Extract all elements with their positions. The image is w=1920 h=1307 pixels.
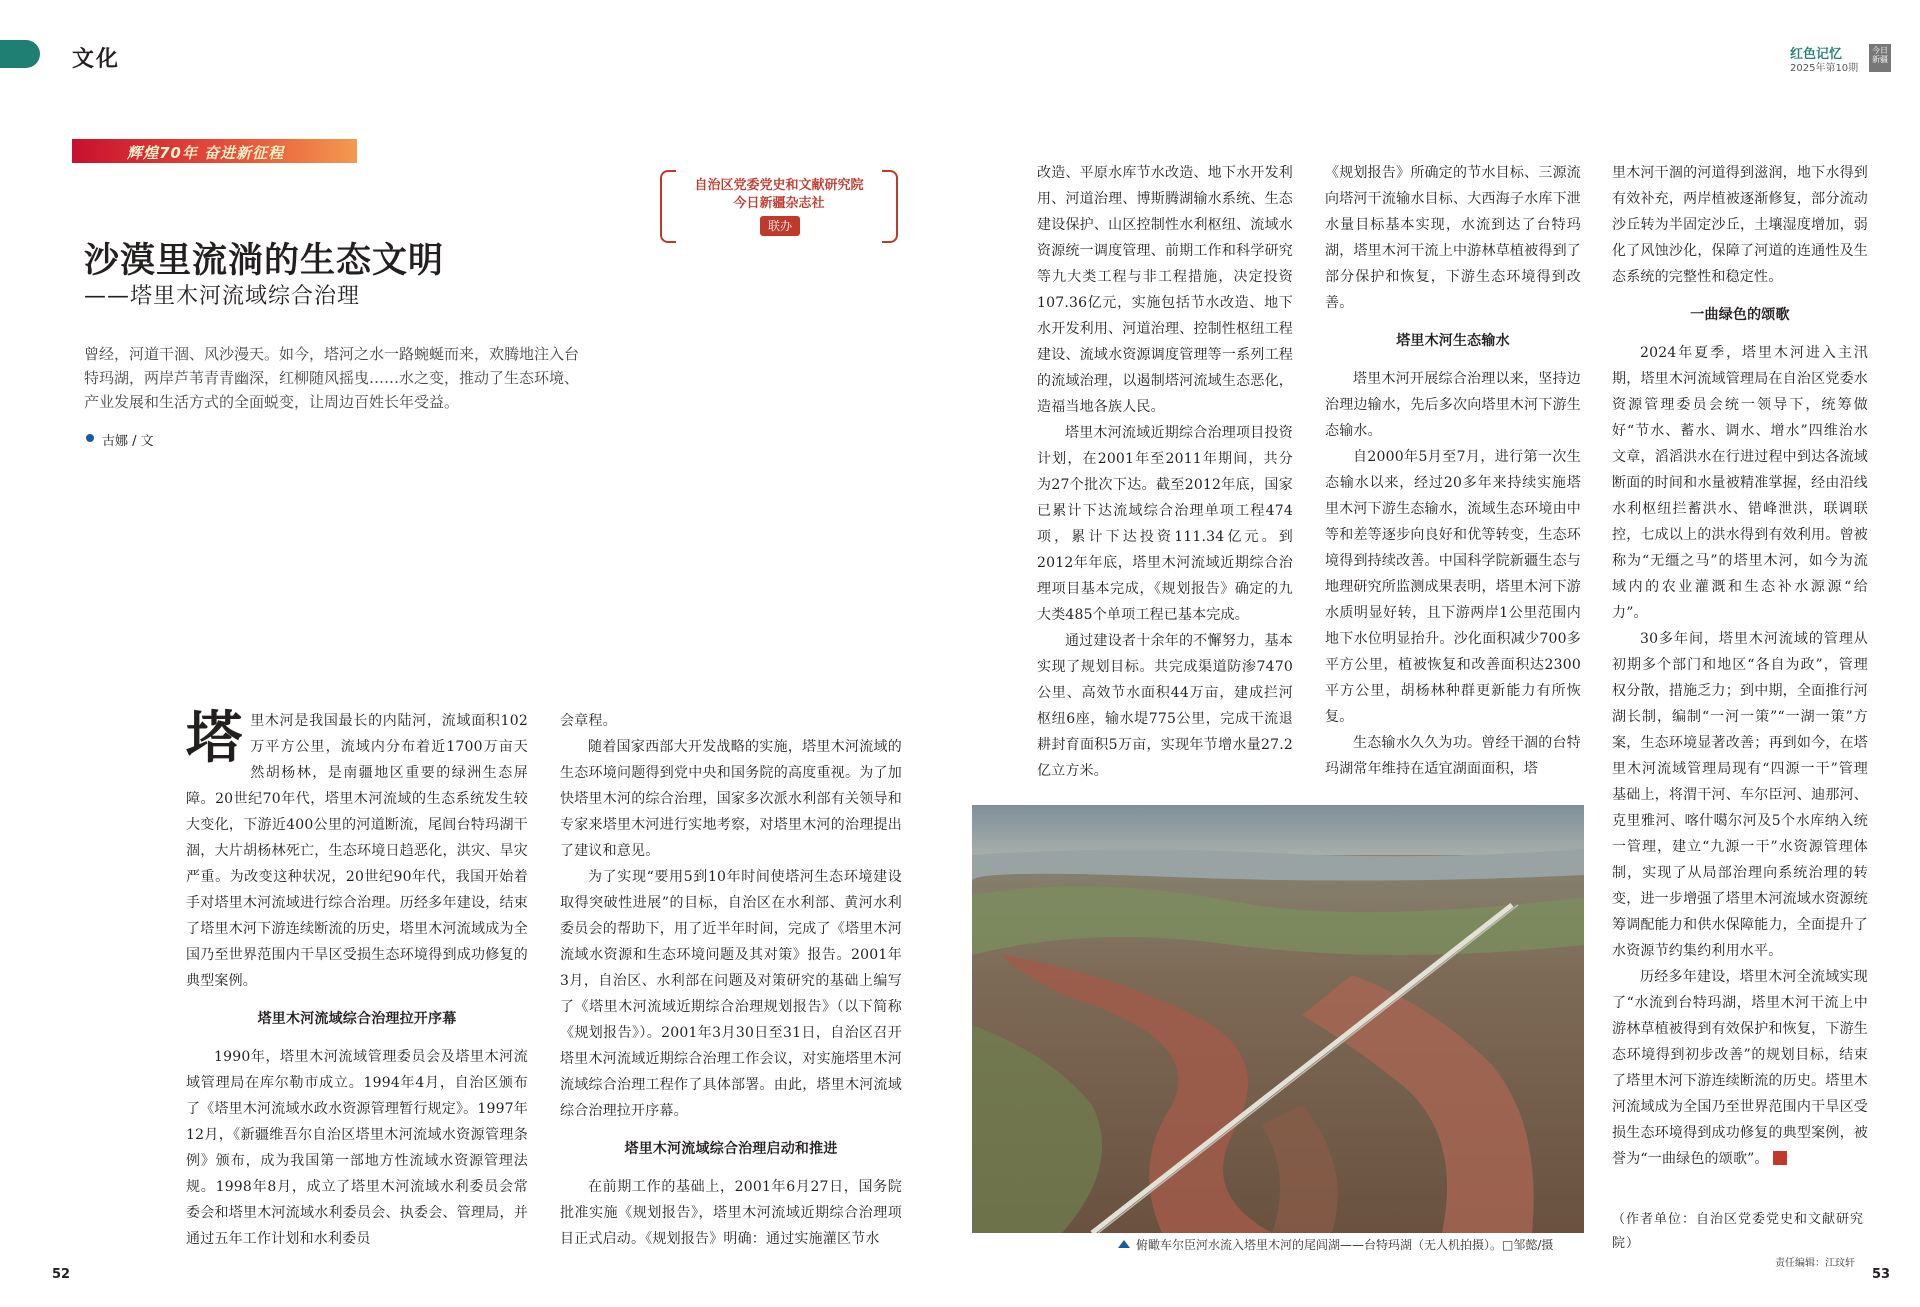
paragraph: 在前期工作的基础上，2001年6月27日，国务院批准实施《规划报告》，塔里木河流域近期综合治理项目正式启动。《规划报告》明确：通过实施灌区节水 bbox=[560, 1179, 902, 1247]
article-title: 沙漠里流淌的生态文明 bbox=[84, 241, 445, 281]
paragraph: 1990年，塔里木河流域管理委员会及塔里木河流域管理局在库尔勒市成立。1994年4月，自治区颁布了《塔里木河流域水政水资源管理暂行规定》。1997年12月，《新疆维吾尔自治区塔里木河流域水资源管理条例》颁布，成为我国第一部地方性流域水资源管理法规。1998年8月，成立了塔里木河流域水利委员会常委会和塔里木河流域水利委员会、执委会、管理局，并通过五年工作计划和水利委员 bbox=[186, 1049, 528, 1247]
paragraph bbox=[1612, 964, 1868, 1172]
paragraph: 随着国家西部大开发战略的实施，塔里木河流域的生态环境问题得到党中央和国务院的高度重视。为了加快塔里木河的综合治理，国家多次派水利部有关领导和专家来塔里木河进行实地考察，对塔里木河的治理提出了建议和意见。 bbox=[560, 739, 902, 859]
paragraph: 为了实现“要用5到10年时间使塔河生态环境建设取得突破性进展”的目标，自治区在水利部、黄河水利委员会的帮助下，用了近半年时间，完成了《塔里木河流域水资源和生态环境问题及其对策》报告。2001年3月，自治区、水利部在问题及对策研究的基础上编写了《塔里木河流域近期综合治理规划报告》（以下简称《规划报告》）。2001年3月30日至31日，自治区召开塔里木河流域近期综合治理工作会议，对实施塔里木河流域综合治理工程作了具体部署。由此，塔里木河流域综合治理拉开序幕。 bbox=[560, 869, 902, 1119]
article-intro: 曾经，河道干涸、风沙漫天。如今，塔河之水一路蜿蜒而来，欢腾地注入台特玛湖，两岸芦苇青青幽深，红柳随风摇曳……水之变，推动了生态环境、产业发展和生活方式的全面蜕变，让周边百姓长年受益。 bbox=[84, 345, 580, 411]
article-subtitle: ——塔里木河流域综合治理 bbox=[84, 284, 361, 309]
magazine-column-title: 红色记忆 bbox=[1790, 47, 1843, 62]
paragraph: 里木河是我国最长的内陆河，流域面积102万平方公里，流域内分布着近1700万亩天然胡杨林，是南疆地区重要的绿洲生态屏障。20世纪70年代，塔里木河流域的生态系统发生较大变化，下游近400公里的河道断流，尾闾台特玛湖干涸，大片胡杨林死亡，生态环境日趋恶化，洪灾、旱灾严重。为改变这种状况，20世纪90年代，我国开始着手对塔里木河流域进行综合治理。历经多年建设，结束了塔里木河下游连续断流的历史，塔里木河流域成为全国乃至世界范围内干旱区受损生态环境得到成功修复的典型案例。 bbox=[186, 713, 528, 989]
paragraph: 生态输水久久为功。曾经干涸的台特玛湖常年维持在适宜湖面面积，塔 bbox=[1325, 735, 1581, 777]
paragraph-text: 历经多年建设，塔里木河全流域实现了“水流到台特玛湖，塔里木河干流上中游林草植被得到有效保护和恢复，下游生态环境得到初步改善”的规划目标，结束了塔里木河下游连续断流的历史。塔里木河流域成为全国乃至世界范围内干旱区受损生态环境得到成功修复的典型案例，被誉为“一曲绿色的颂歌”。 bbox=[1612, 969, 1868, 1167]
paragraph: 塔里木河流域近期综合治理项目投资计划，在2001年至2011年期间，共分为27个批次下达。截至2012年底，国家已累计下达流域综合治理单项工程474项，累计下达投资111.34亿元。到2012年年底，塔里木河流域近期综合治理项目基本完成，《规划报告》确定的九大类485个单项工程已基本完成。 bbox=[1037, 425, 1293, 623]
author-affiliation: （作者单位：自治区党委党史和文献研究院） bbox=[1612, 1212, 1865, 1251]
author-bullet-icon bbox=[86, 434, 94, 442]
publisher-seal bbox=[660, 170, 898, 243]
paragraph: 通过建设者十余年的不懈努力，基本实现了规划目标。共完成渠道防渗7470公里、高效节水面积44万亩，建成拦河枢纽6座，输水堤775公里，完成干流退耕封育面积5万亩，实现年节增水量27.2亿立方米。 bbox=[1037, 633, 1293, 779]
responsible-editor: 责任编辑：江玟轩 bbox=[1775, 1258, 1855, 1269]
anniversary-banner: 辉煌70年 奋进新征程 bbox=[72, 139, 357, 163]
seal-line-2: 今日新疆杂志社 bbox=[733, 196, 825, 211]
magazine-logo: 今日新疆 bbox=[1869, 44, 1891, 72]
magazine-issue: 2025年第10期 bbox=[1790, 63, 1859, 74]
caption-triangle-icon bbox=[1118, 1240, 1130, 1248]
paragraph: 塔里木河开展综合治理以来，坚持边治理边输水，先后多次向塔里木河下游生态输水。 bbox=[1325, 371, 1581, 439]
aerial-photo bbox=[972, 805, 1584, 1233]
drop-cap: 塔 bbox=[186, 706, 243, 771]
text-column-5 bbox=[1612, 160, 1868, 1172]
section-heading: 塔里木河流域综合治理启动和推进 bbox=[624, 1141, 838, 1157]
section-heading: 塔里木河生态输水 bbox=[1396, 333, 1510, 349]
seal-line-1: 自治区党委党史和文献研究院 bbox=[694, 178, 864, 193]
section-heading: 塔里木河流域综合治理拉开序幕 bbox=[257, 1011, 457, 1027]
photo-caption: 俯瞰车尔臣河水流入塔里木河的尾闾湖——台特玛湖（无人机拍摄）。□邹懿/摄 bbox=[1136, 1238, 1554, 1252]
paragraph: 会章程。 bbox=[560, 713, 617, 729]
end-of-article-icon bbox=[1773, 1151, 1787, 1165]
text-column-2 bbox=[560, 708, 902, 1252]
paragraph: 《规划报告》所确定的节水目标、三源流向塔河干流输水目标、大西海子水库下泄水量目标基本实现，水流到达了台特玛湖，塔里木河干流上中游林草植被得到了部分保护和恢复，下游生态环境得到改善。 bbox=[1325, 165, 1581, 311]
page-number-right: 53 bbox=[1872, 1267, 1891, 1282]
section-tab-marker bbox=[0, 40, 40, 68]
text-column-3 bbox=[1037, 160, 1293, 784]
text-column-4 bbox=[1325, 160, 1581, 782]
article-author: 古娜 / 文 bbox=[102, 434, 154, 449]
seal-badge: 联办 bbox=[760, 216, 800, 236]
paragraph: 改造、平原水库节水改造、地下水开发利用、河道治理、博斯腾湖输水系统、生态建设保护、山区控制性水利枢纽、流域水资源统一调度管理、前期工作和科学研究等九大类工程与非工程措施，决定投资107.36亿元，实施包括节水改造、地下水开发利用、河道治理、控制性枢纽工程建设、流域水资源调度管理等一系列工程的流域治理，以遏制塔河流域生态恶化，造福当地各族人民。 bbox=[1037, 165, 1293, 415]
paragraph: 2024年夏季，塔里木河进入主汛期，塔里木河流域管理局在自治区党委水资源管理委员会统一领导下，统筹做好“节水、蓄水、调水、增水”四维治水文章，滔滔洪水在行进过程中到达各流域断面的时间和水量被精准掌握，经由沿线水利枢纽拦蓄洪水、错峰泄洪，联调联控，七成以上的洪水得到有效利用。曾被称为“无缰之马”的塔里木河，如今为流域内的农业灌溉和生态补水源源“给力”。 bbox=[1612, 345, 1868, 621]
aerial-photo-illustration bbox=[972, 805, 1584, 1233]
text-column-1 bbox=[186, 708, 528, 1252]
page-number-left: 52 bbox=[52, 1267, 71, 1282]
section-label: 文化 bbox=[72, 47, 121, 72]
paragraph: 里木河干涸的河道得到滋润，地下水得到有效补充，两岸植被逐渐修复，部分流动沙丘转为半固定沙丘，土壤湿度增加，弱化了风蚀沙化，保障了河道的连通性及生态系统的完整性和稳定性。 bbox=[1612, 165, 1868, 285]
paragraph: 自2000年5月至7月，进行第一次生态输水以来，经过20多年来持续实施塔里木河下游生态输水，流域生态环境由中等和差等逐步向良好和优等转变，生态环境得到持续改善。中国科学院新疆生态与地理研究所监测成果表明，塔里木河下游水质明显好转，且下游两岸1公里范围内地下水位明显抬升。沙化面积减少700多平方公里，植被恢复和改善面积达2300平方公里，胡杨林种群更新能力有所恢复。 bbox=[1325, 449, 1581, 725]
section-heading: 一曲绿色的颂歌 bbox=[1690, 307, 1790, 323]
paragraph: 30多年间，塔里木河流域的管理从初期多个部门和地区“各自为政”，管理权分散，措施乏力；到中期，全面推行河湖长制，编制“一河一策”“一湖一策”方案，生态环境显著改善；再到如今，在塔里木河流域管理局现有“四源一干”管理基础上，将渭干河、车尔臣河、迪那河、克里雅河、喀什噶尔河及5个水库纳入统一管理，建立“九源一干”水资源管理体制，实现了从局部治理向系统治理的转变，进一步增强了塔里木河流域水资源统筹调配能力和供水保障能力，全面提升了水资源节约集约利用水平。 bbox=[1612, 631, 1868, 959]
